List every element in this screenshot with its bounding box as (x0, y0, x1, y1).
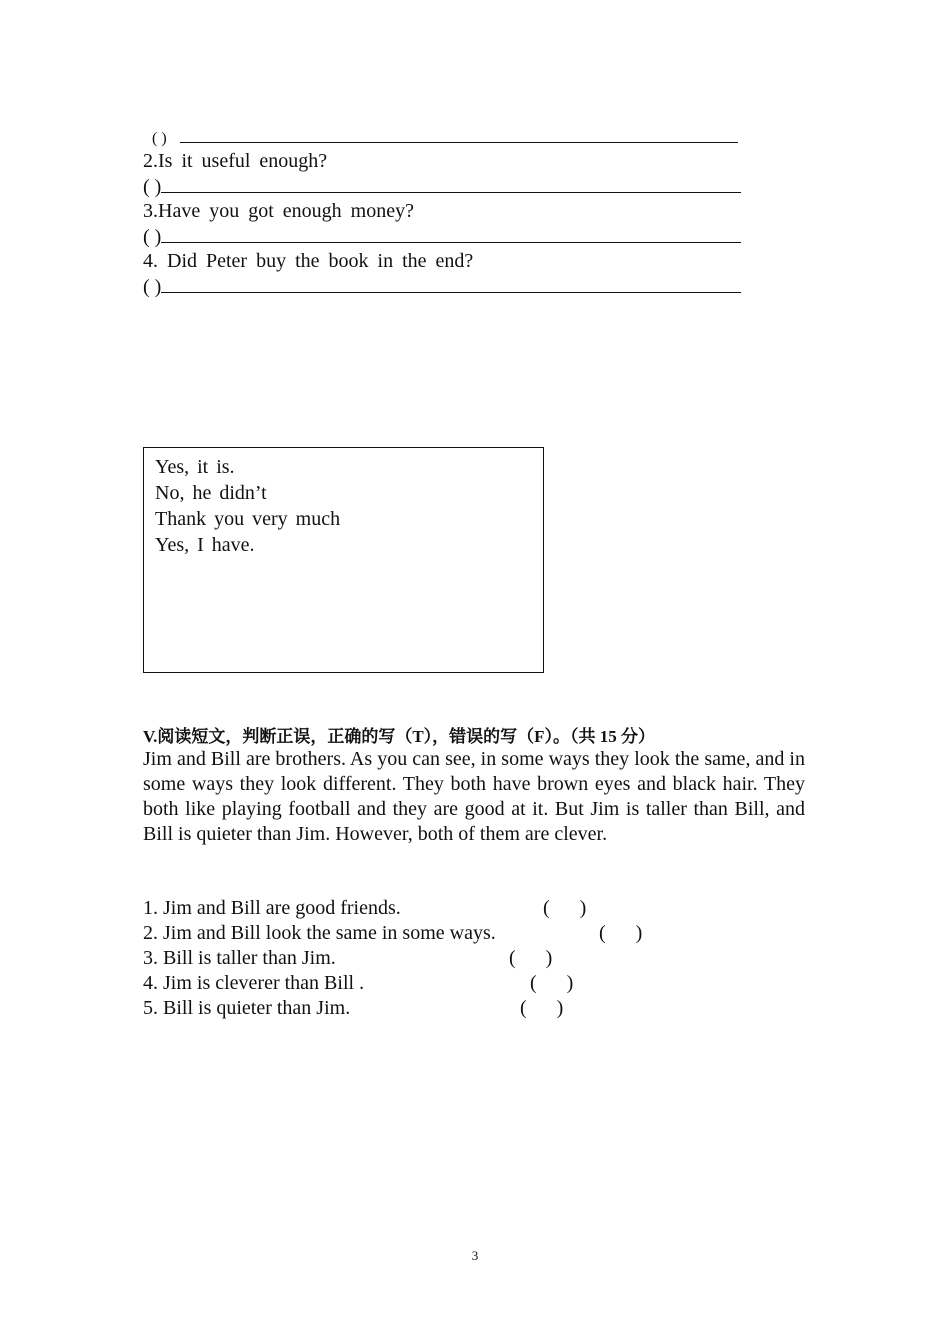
statement-text: 3. Bill is taller than Jim. (143, 947, 336, 969)
answer-option: Yes, it is. (155, 456, 235, 478)
question-2: 2.Is it useful enough? (143, 150, 328, 172)
answer-paren[interactable]: ( ) (143, 176, 162, 198)
statement-4 (143, 971, 574, 996)
answer-line-3 (143, 224, 741, 250)
statement-2 (143, 921, 643, 946)
section-title: V.阅读短文，判断正误，正确的写（T），错误的写（F）。（共 15 分） (143, 727, 656, 746)
answer-blank[interactable] (180, 124, 738, 143)
answer-option: Yes, I have. (155, 534, 255, 556)
question-4: 4. Did Peter buy the book in the end? (143, 250, 474, 272)
answer-bracket[interactable]: ( ) (543, 897, 587, 919)
answer-blank[interactable] (161, 174, 741, 193)
answer-options-box (143, 447, 544, 673)
page-number: 3 (471, 1248, 479, 1263)
statement-text: 2. Jim and Bill look the same in some ways. (143, 922, 496, 944)
answer-line-4 (143, 274, 741, 300)
answer-bracket[interactable]: ( ) (530, 972, 574, 994)
answer-blank[interactable] (161, 224, 741, 243)
answer-bracket[interactable]: ( ) (520, 997, 564, 1019)
statement-text: 4. Jim is cleverer than Bill . (143, 972, 365, 994)
statement-5 (143, 996, 564, 1021)
statement-text: 1. Jim and Bill are good friends. (143, 897, 401, 919)
answer-paren[interactable]: ( ) (143, 276, 162, 298)
answer-line-1 (152, 124, 738, 151)
answer-paren[interactable]: ( ) (152, 130, 167, 147)
statement-3 (143, 946, 553, 971)
answer-bracket[interactable]: ( ) (599, 922, 643, 944)
answer-blank[interactable] (161, 274, 741, 293)
question-3: 3.Have you got enough money? (143, 200, 414, 222)
statement-1 (143, 896, 587, 921)
answer-paren[interactable]: ( ) (143, 226, 162, 248)
reading-passage: Jim and Bill are brothers. As you can see, in some ways they look the same, and in some ways they look different. They both have brown eyes and black hair. They both like playing football and they are good at it. But Jim is taller than Bill, and Bill is quieter than Jim. However, both of them are clever. (143, 748, 805, 845)
answer-option: Thank you very much (155, 508, 341, 530)
answer-bracket[interactable]: ( ) (509, 947, 553, 969)
statement-text: 5. Bill is quieter than Jim. (143, 997, 351, 1019)
answer-option: No, he didn’t (155, 482, 267, 504)
answer-line-2 (143, 174, 741, 200)
